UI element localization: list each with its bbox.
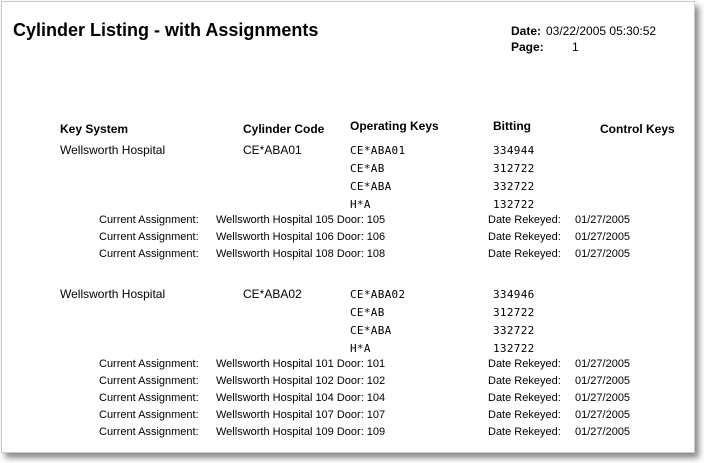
date-rekeyed-label: Date Rekeyed: [488, 392, 561, 404]
date-rekeyed-value: 01/27/2005 [575, 248, 631, 260]
operating-key-cell: CE*AB [350, 162, 385, 175]
date-rekeyed-value: 01/27/2005 [575, 409, 631, 421]
operating-key-cell: CE*ABA [350, 180, 392, 193]
page-number: 1 [572, 40, 579, 54]
bitting-cell: 334946 [493, 288, 535, 301]
column-header-key-system: Key System [60, 122, 129, 136]
key-system-cell: Wellsworth Hospital [60, 143, 166, 157]
bitting-cell: 132722 [493, 342, 535, 355]
date-rekeyed-label: Date Rekeyed: [488, 409, 561, 421]
assignment-label: Current Assignment: [99, 375, 199, 387]
report-title: Cylinder Listing - with Assignments [13, 20, 319, 40]
bitting-cell: 312722 [493, 306, 535, 319]
bitting-cell: 332722 [493, 324, 535, 337]
assignment-location: Wellsworth Hospital 109 Door: 109 [216, 426, 386, 438]
operating-key-cell: H*A [350, 198, 371, 211]
date-rekeyed-value: 01/27/2005 [575, 392, 631, 404]
assignment-label: Current Assignment: [99, 358, 199, 370]
operating-key-cell: CE*ABA01 [350, 144, 406, 157]
bitting-cell: 332722 [493, 180, 535, 193]
page-label: Page: [511, 40, 544, 54]
operating-key-cell: CE*ABA [350, 324, 392, 337]
assignment-label: Current Assignment: [99, 409, 199, 421]
column-header-operating-keys: Operating Keys [350, 119, 439, 133]
operating-key-cell: H*A [350, 342, 371, 355]
assignment-location: Wellsworth Hospital 106 Door: 106 [216, 231, 386, 243]
key-system-cell: Wellsworth Hospital [60, 287, 166, 301]
bitting-cell: 312722 [493, 162, 535, 175]
report-page [1, 1, 695, 453]
column-header-control-keys: Control Keys [600, 122, 675, 136]
date-value: 03/22/2005 05:30:52 [546, 24, 657, 38]
date-rekeyed-label: Date Rekeyed: [488, 214, 561, 226]
assignment-location: Wellsworth Hospital 108 Door: 108 [216, 248, 386, 260]
operating-key-cell: CE*AB [350, 306, 385, 319]
assignment-location: Wellsworth Hospital 105 Door: 105 [216, 214, 386, 226]
assignment-label: Current Assignment: [99, 214, 199, 226]
column-header-bitting: Bitting [493, 119, 531, 133]
date-rekeyed-label: Date Rekeyed: [488, 248, 561, 260]
column-header-cylinder-code: Cylinder Code [243, 122, 325, 136]
date-rekeyed-label: Date Rekeyed: [488, 375, 561, 387]
assignment-location: Wellsworth Hospital 104 Door: 104 [216, 392, 386, 404]
date-rekeyed-value: 01/27/2005 [575, 426, 631, 438]
assignment-label: Current Assignment: [99, 231, 199, 243]
assignment-location: Wellsworth Hospital 107 Door: 107 [216, 409, 386, 421]
cylinder-code-cell: CE*ABA01 [243, 143, 302, 157]
assignment-label: Current Assignment: [99, 392, 199, 404]
cylinder-code-cell: CE*ABA02 [243, 287, 302, 301]
bitting-cell: 334944 [493, 144, 535, 157]
assignment-label: Current Assignment: [99, 248, 199, 260]
assignment-label: Current Assignment: [99, 426, 199, 438]
date-rekeyed-value: 01/27/2005 [575, 375, 631, 387]
bitting-cell: 132722 [493, 198, 535, 211]
date-rekeyed-value: 01/27/2005 [575, 214, 631, 226]
date-label: Date: [511, 24, 542, 38]
operating-key-cell: CE*ABA02 [350, 288, 406, 301]
date-rekeyed-value: 01/27/2005 [575, 231, 631, 243]
date-rekeyed-value: 01/27/2005 [575, 358, 631, 370]
date-rekeyed-label: Date Rekeyed: [488, 231, 561, 243]
assignment-location: Wellsworth Hospital 102 Door: 102 [216, 375, 386, 387]
date-rekeyed-label: Date Rekeyed: [488, 358, 561, 370]
date-rekeyed-label: Date Rekeyed: [488, 426, 561, 438]
assignment-location: Wellsworth Hospital 101 Door: 101 [216, 358, 386, 370]
